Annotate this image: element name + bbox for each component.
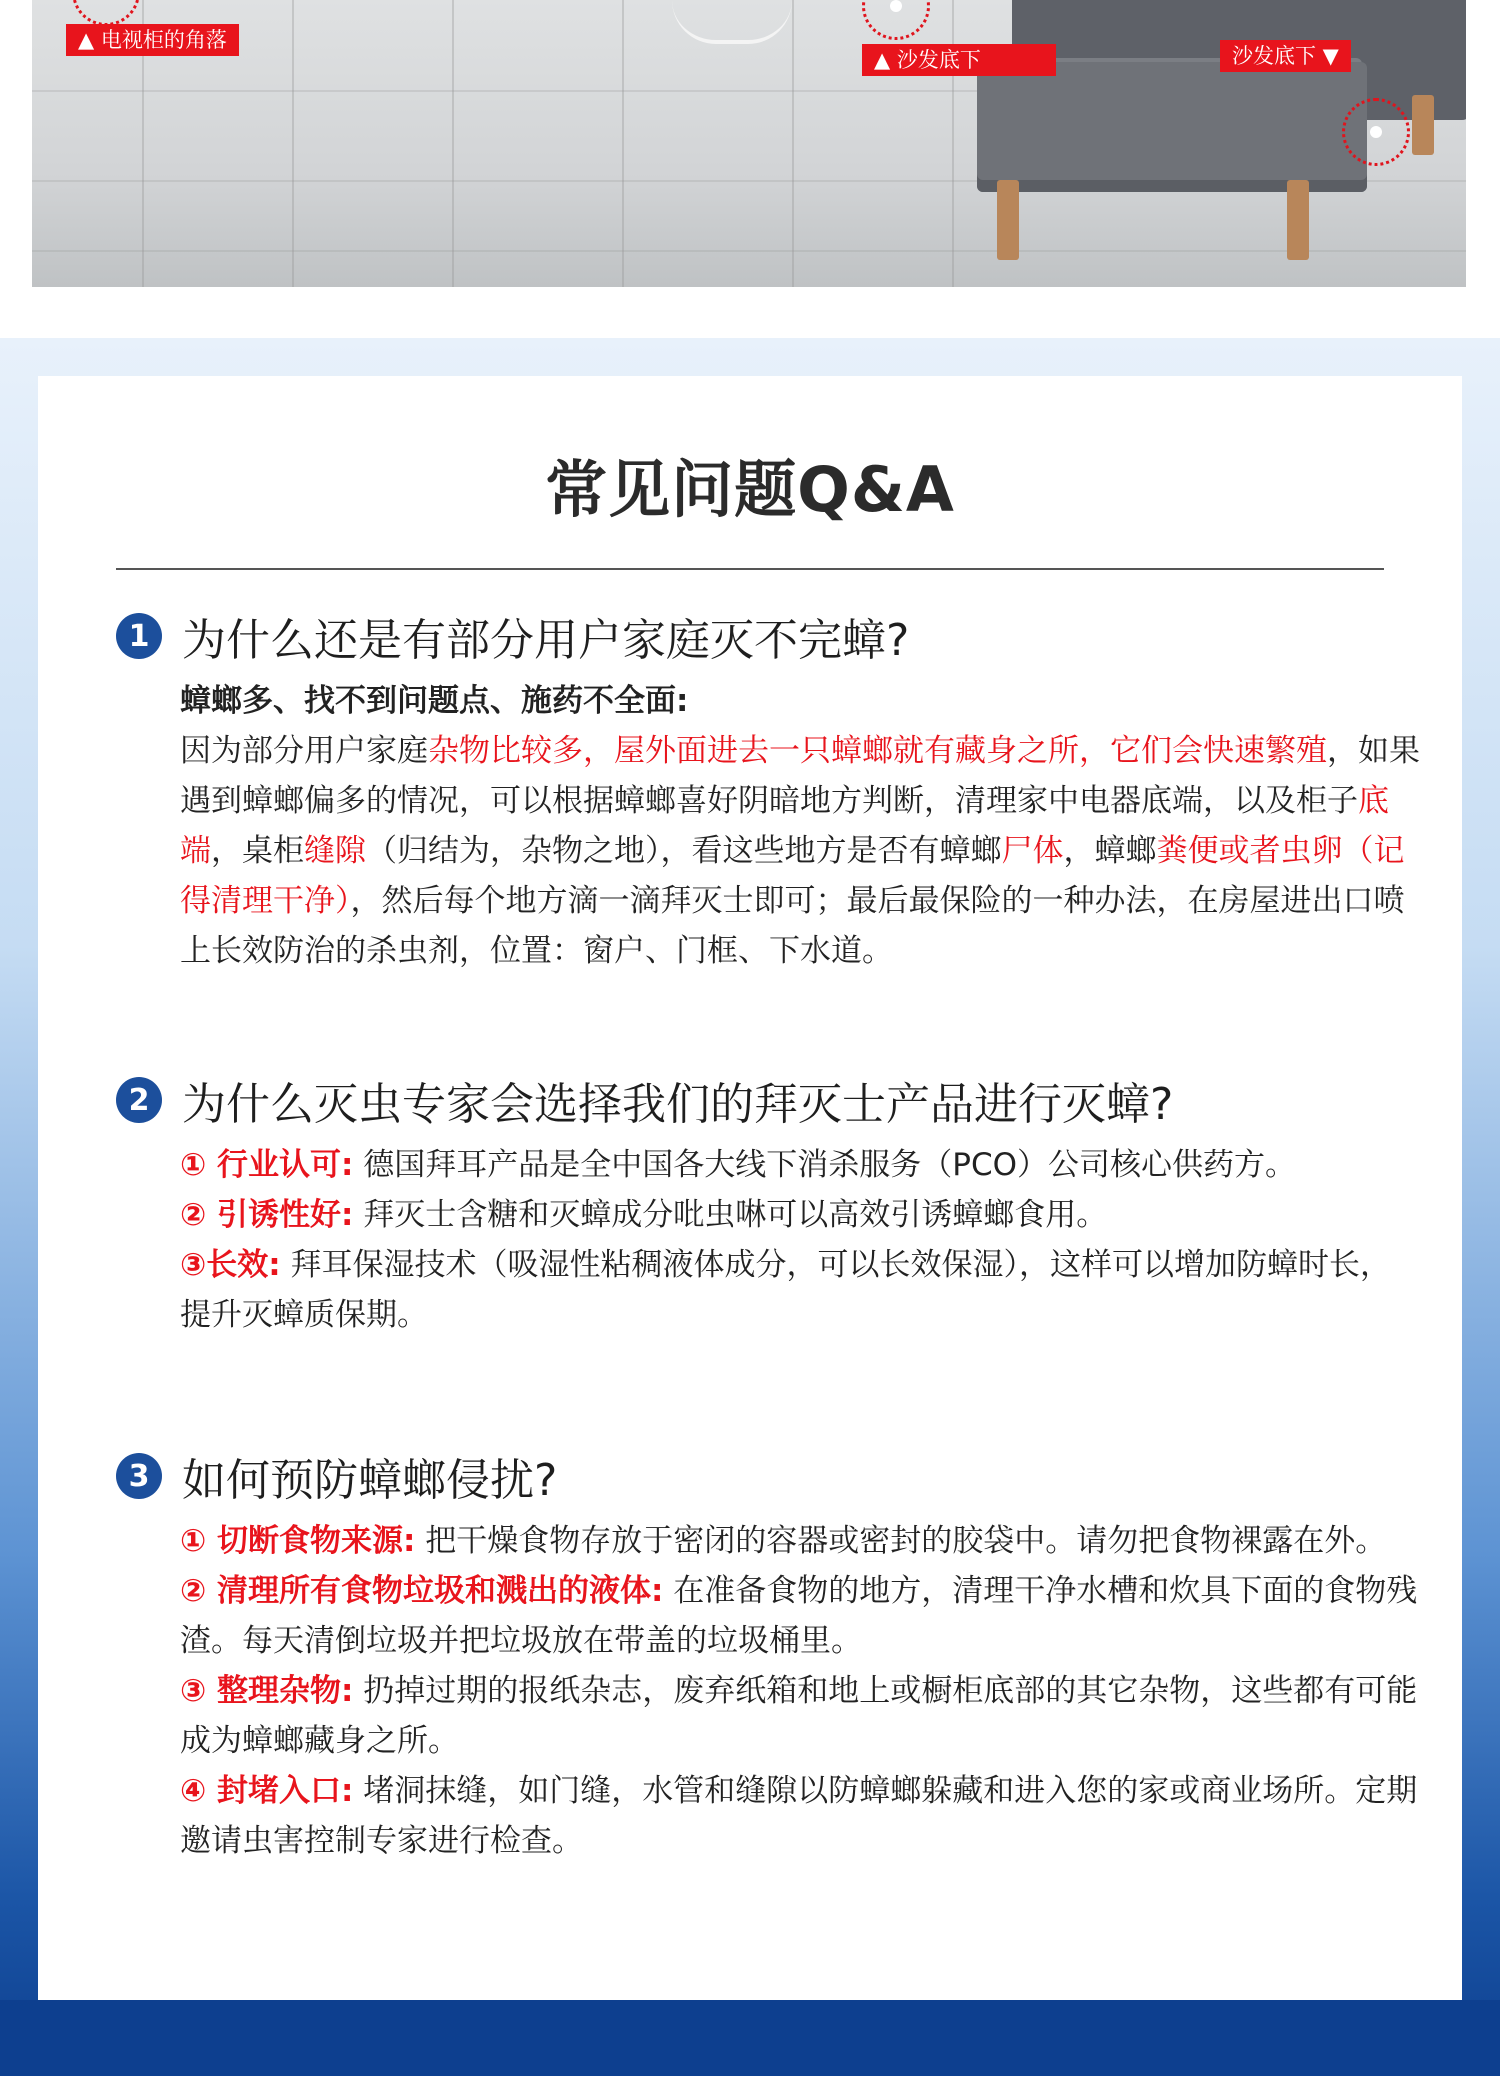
item-label: ① 行业认可: bbox=[180, 1147, 354, 1183]
answer-1-text: ，如果遇到蟑螂偏多的情况，可以根据蟑螂喜好阴暗地方判断，清理家中电器底端，以及柜子 bbox=[180, 733, 1420, 819]
answer-1-text: ，桌柜 bbox=[211, 833, 304, 869]
item-text: 把干燥食物存放于密闭的容器或密封的胶袋中。请勿把食物裸露在外。 bbox=[415, 1523, 1387, 1559]
item-text: 拜耳保湿技术（吸湿性粘稠液体成分，可以长效保湿），这样可以增加防蟑时长，提升灭蟑质保期。 bbox=[180, 1247, 1392, 1333]
answer-1-highlight: 粪便或者虫卵（记得清理干净） bbox=[180, 833, 1405, 919]
bottom-strip bbox=[0, 2000, 1500, 2076]
answer-1-highlight: 底端 bbox=[180, 783, 1389, 869]
list-item bbox=[180, 1240, 1420, 1340]
answer-1-text: ，然后每个地方滴一滴拜灭士即可；最后最保险的一种办法，在房屋进出口喷上长效防治的杀虫剂，位置：窗户、门框、下水道。 bbox=[180, 883, 1405, 969]
question-2-text: 为什么灭虫专家会选择我们的拜灭士产品进行灭蟑? bbox=[182, 1079, 1174, 1130]
marker-circle-icon bbox=[1342, 98, 1410, 166]
question-2 bbox=[116, 1068, 1173, 1132]
list-item bbox=[180, 1766, 1420, 1866]
item-text: 德国拜耳产品是全中国各大线下消杀服务（PCO）公司核心供药方。 bbox=[353, 1147, 1297, 1183]
question-3-text: 如何预防蟑螂侵扰? bbox=[182, 1455, 558, 1506]
item-label: ④ 封堵入口: bbox=[180, 1773, 354, 1809]
list-item bbox=[180, 1516, 1420, 1566]
question-1-text: 为什么还是有部分用户家庭灭不完蟑? bbox=[182, 615, 910, 666]
marker-circle-icon bbox=[72, 0, 140, 26]
answer-1-highlight: 杂物比较多，屋外面进去一只蟑螂就有藏身之所，它们会快速繁殖 bbox=[428, 733, 1327, 769]
tag-tv-corner: ▲ 电视柜的角落 bbox=[66, 24, 239, 56]
item-label: ③长效: bbox=[180, 1247, 281, 1283]
item-text: 扔掉过期的报纸杂志，废弃纸箱和地上或橱柜底部的其它杂物，这些都有可能成为蟑螂藏身之所。 bbox=[180, 1673, 1418, 1759]
list-item bbox=[180, 1666, 1420, 1766]
qa-card bbox=[38, 376, 1462, 2000]
item-text: 在准备食物的地方，清理干净水槽和炊具下面的食物残渣。每天清倒垃圾并把垃圾放在带盖的垃圾桶里。 bbox=[180, 1573, 1418, 1659]
list-item bbox=[180, 1566, 1420, 1666]
answer-1-text: （归结为，杂物之地），看这些地方是否有蟑螂 bbox=[366, 833, 1002, 869]
answer-1-body bbox=[180, 726, 1420, 976]
list-item bbox=[180, 1140, 1420, 1190]
answer-1-highlight: 缝隙 bbox=[304, 833, 366, 869]
question-1 bbox=[116, 604, 909, 668]
marker-circle-icon bbox=[862, 0, 930, 40]
number-2-icon: 2 bbox=[116, 1077, 162, 1123]
tag-sofa-bottom-left: ▲ 沙发底下 bbox=[862, 44, 1056, 76]
question-3 bbox=[116, 1444, 557, 1508]
answer-1-lead: 蟑螂多、找不到问题点、施药不全面: bbox=[180, 683, 689, 719]
tag-sofa-bottom-right: 沙发底下 ▼ bbox=[1220, 40, 1351, 72]
answer-3 bbox=[180, 1516, 1420, 1866]
rocking-chair-graphic bbox=[672, 0, 792, 44]
item-label: ③ 整理杂物: bbox=[180, 1673, 354, 1709]
answer-1-text: ，蟑螂 bbox=[1063, 833, 1157, 869]
ottoman-graphic bbox=[977, 62, 1367, 192]
number-1-icon: 1 bbox=[116, 613, 162, 659]
item-label: ② 引诱性好: bbox=[180, 1197, 354, 1233]
item-text: 拜灭士含糖和灭蟑成分吡虫啉可以高效引诱蟑螂食用。 bbox=[353, 1197, 1108, 1233]
answer-1 bbox=[180, 676, 1420, 976]
answer-2 bbox=[180, 1140, 1420, 1340]
answer-1-text: 因为部分用户家庭 bbox=[180, 733, 428, 769]
title-divider bbox=[116, 568, 1384, 570]
room-photo bbox=[32, 0, 1466, 287]
item-text: 堵洞抹缝，如门缝，水管和缝隙以防蟑螂躲藏和进入您的家或商业场所。定期邀请虫害控制专家进行检查。 bbox=[180, 1773, 1418, 1859]
number-3-icon: 3 bbox=[116, 1453, 162, 1499]
answer-1-highlight: 尸体 bbox=[1001, 833, 1064, 869]
list-item bbox=[180, 1190, 1420, 1240]
item-label: ① 切断食物来源: bbox=[180, 1523, 416, 1559]
item-label: ② 清理所有食物垃圾和溅出的液体: bbox=[180, 1573, 664, 1609]
qa-title: 常见问题Q&A bbox=[545, 453, 955, 526]
